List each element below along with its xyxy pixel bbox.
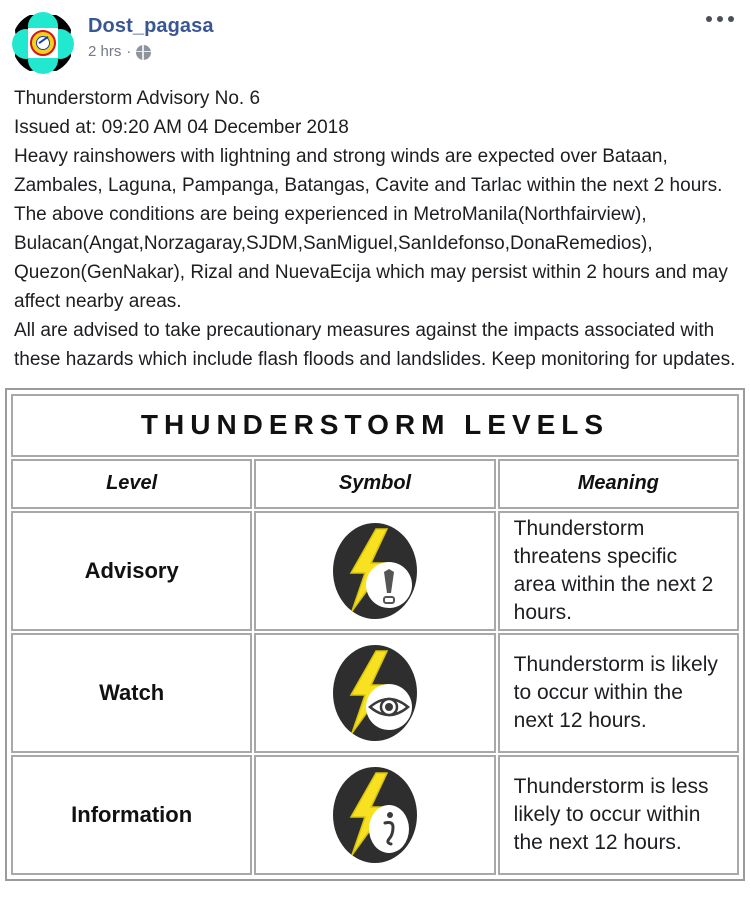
post-author-name[interactable]: Dost_pagasa [88,15,214,37]
post-paragraph: The above conditions are being experienced in MetroManila(Northfairview), Bulacan(Angat,Norzagaray,SJDM,SanMiguel,SanIdefonso,DonaRemedios), Quezon(GenNakar), Rizal and NuevaEcija which may persist within 2 hours and may affect nearby areas. [14,204,728,312]
symbol-cell [254,755,495,875]
globe-icon[interactable] [136,45,151,60]
meta-separator: · [126,43,132,60]
post-text-body [0,78,750,374]
ellipsis-dot [728,16,734,22]
meaning-text-information: Thunderstorm is less likely to occur within the next 12 hours. [498,755,739,875]
ellipsis-dot [706,16,712,22]
table-row [11,633,739,753]
column-header-level: Level [11,459,252,509]
post-options-button[interactable] [706,16,734,22]
post-paragraph: Issued at: 09:20 AM 04 December 2018 [14,117,349,138]
thunderstorm-levels-image[interactable] [5,388,745,881]
symbol-cell [254,633,495,753]
meaning-text-watch: Thunderstorm is likely to occur within the next 12 hours. [498,633,739,753]
level-name-information: Information [11,755,252,875]
post-paragraph: Thunderstorm Advisory No. 6 [14,88,261,109]
ellipsis-dot [717,16,723,22]
post-paragraph: All are advised to take precautionary measures against the impacts associated with these hazards which include flash floods and landslides. Keep monitoring for updates. [14,320,736,370]
pagasa-seal-icon [30,30,56,56]
symbol-cell [254,511,495,631]
post-paragraph: Heavy rainshowers with lightning and strong winds are expected over Bataan, Zambales, Laguna, Pampanga, Batangas, Cavite and Tarlac within the next 2 hours. [14,146,723,196]
post-meta [88,10,214,61]
table-header-row [11,459,739,509]
avatar[interactable] [12,12,74,74]
post-timestamp[interactable]: 2 hrs [88,43,122,60]
thunderstorm-levels-table [9,392,741,877]
table-row [11,755,739,875]
table-title-row [11,394,739,457]
level-name-watch: Watch [11,633,252,753]
level-name-advisory: Advisory [11,511,252,631]
table-title: THUNDERSTORM LEVELS [11,394,739,457]
column-header-meaning: Meaning [498,459,739,509]
post-header [0,0,750,78]
post-submeta [88,43,214,61]
lightning-exclamation-icon [327,519,423,623]
table-row [11,511,739,631]
meaning-text-advisory: Thunderstorm threatens specific area within the next 2 hours. [498,511,739,631]
lightning-eye-icon [327,641,423,745]
lightning-info-icon [327,763,423,867]
column-header-symbol: Symbol [254,459,495,509]
